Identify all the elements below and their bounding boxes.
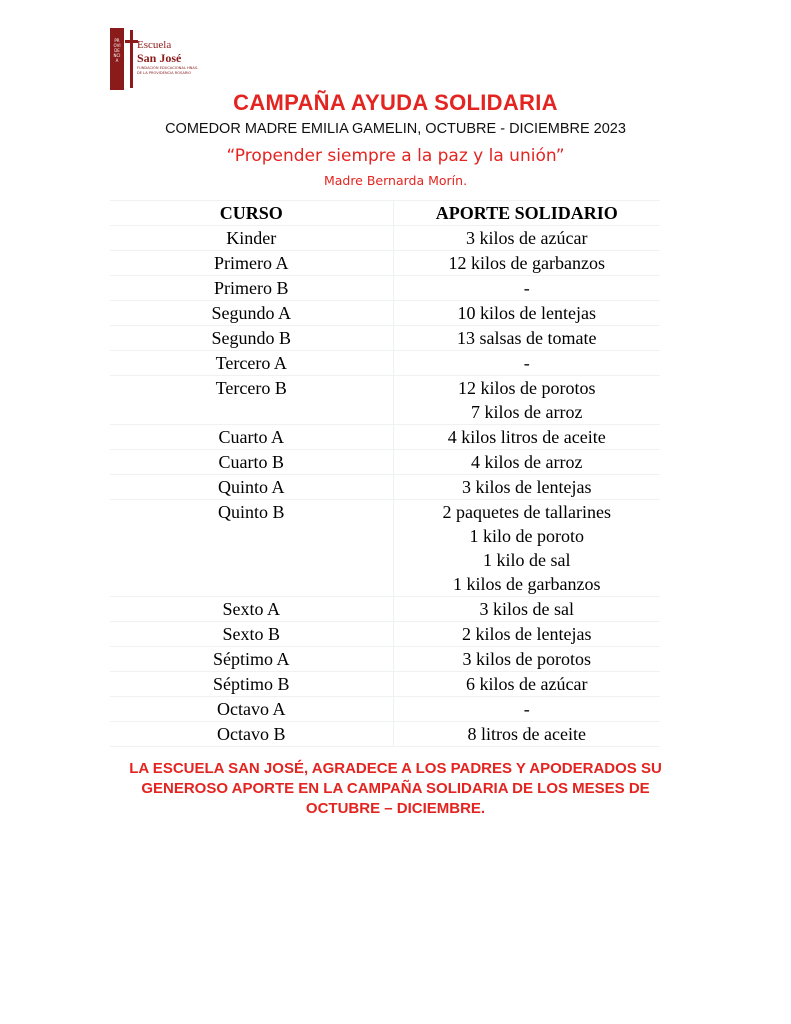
aporte-cell [393, 500, 660, 597]
aporte-item: - [523, 699, 530, 719]
aporte-cell [393, 450, 660, 475]
aporte-cell [393, 276, 660, 301]
table-row [110, 376, 660, 425]
aporte-item: 8 litros de aceite [467, 724, 586, 744]
aporte-cell [393, 722, 660, 747]
aporte-item: - [523, 353, 530, 373]
table-row [110, 500, 660, 597]
aporte-item: 2 paquetes de tallarines [442, 502, 611, 522]
table-row [110, 475, 660, 500]
aporte-item: - [523, 278, 530, 298]
table-row [110, 450, 660, 475]
aporte-item: 3 kilos de lentejas [462, 477, 592, 497]
aporte-cell [393, 376, 660, 425]
aporte-item: 6 kilos de azúcar [466, 674, 588, 694]
aporte-item: 1 kilo de sal [483, 550, 571, 570]
curso-cell: Kinder [110, 226, 393, 251]
logo-foundation-text: FUNDACIÓN EDUCACIONAL HNAS. DE LA PROVIDENCIA ROSARIO [137, 66, 199, 75]
aporte-cell [393, 226, 660, 251]
curso-cell: Tercero A [110, 351, 393, 376]
aporte-item: 13 salsas de tomate [457, 328, 597, 348]
table-row [110, 276, 660, 301]
curso-cell: Sexto A [110, 597, 393, 622]
aporte-cell [393, 647, 660, 672]
aporte-cell [393, 597, 660, 622]
aporte-cell [393, 425, 660, 450]
table-row [110, 425, 660, 450]
quote: “Propender siempre a la paz y la unión” [226, 146, 565, 166]
curso-cell: Sexto B [110, 622, 393, 647]
thank-you-line: OCTUBRE – DICIEMBRE. [305, 800, 486, 817]
curso-cell: Quinto A [110, 475, 393, 500]
page-subtitle: COMEDOR MADRE EMILIA GAMELIN, OCTUBRE - DICIEMBRE 2023 [165, 121, 626, 137]
curso-cell: Primero A [110, 251, 393, 276]
thank-you-line: LA ESCUELA SAN JOSÉ, AGRADECE A LOS PADRES Y APODERADOS SU [129, 760, 662, 777]
thank-you-message [100, 759, 691, 819]
aporte-item: 1 kilo de poroto [469, 526, 584, 546]
logo-name-line2: San José [137, 51, 182, 65]
curso-cell: Octavo B [110, 722, 393, 747]
aporte-item: 3 kilos de porotos [462, 649, 591, 669]
aporte-item: 3 kilos de sal [479, 599, 574, 619]
school-logo [110, 28, 200, 90]
aporte-cell [393, 672, 660, 697]
column-header-aporte: APORTE SOLIDARIO [393, 201, 660, 226]
table-row [110, 622, 660, 647]
table-row [110, 647, 660, 672]
column-header-curso: CURSO [110, 201, 393, 226]
table-row [110, 697, 660, 722]
thank-you-line: GENEROSO APORTE EN LA CAMPAÑA SOLIDARIA DE LOS MESES DE [141, 780, 650, 797]
table-row [110, 301, 660, 326]
quote-author: Madre Bernarda Morín. [323, 173, 468, 188]
aporte-cell [393, 351, 660, 376]
contributions-table-wrap [110, 200, 660, 747]
table-row [110, 251, 660, 276]
curso-cell: Cuarto B [110, 450, 393, 475]
aporte-cell [393, 326, 660, 351]
curso-cell: Tercero B [110, 376, 393, 425]
table-row [110, 597, 660, 622]
aporte-cell [393, 622, 660, 647]
table-header-row [110, 201, 660, 226]
table-row [110, 672, 660, 697]
aporte-item: 2 kilos de lentejas [462, 624, 592, 644]
aporte-cell [393, 697, 660, 722]
page-title: CAMPAÑA AYUDA SOLIDARIA [233, 90, 558, 115]
logo-side-text: PROVIDENCIA [113, 38, 121, 63]
table-row [110, 351, 660, 376]
aporte-item: 7 kilos de arroz [471, 402, 583, 422]
logo-side-bar [110, 28, 124, 90]
logo-name-line1: Escuela [137, 39, 172, 51]
aporte-item: 12 kilos de porotos [458, 378, 596, 398]
aporte-cell [393, 475, 660, 500]
aporte-item: 4 kilos de arroz [471, 452, 583, 472]
aporte-item: 3 kilos de azúcar [466, 228, 588, 248]
contributions-table [110, 200, 660, 747]
aporte-item: 1 kilos de garbanzos [453, 574, 601, 594]
curso-cell: Segundo A [110, 301, 393, 326]
table-row [110, 722, 660, 747]
curso-cell: Cuarto A [110, 425, 393, 450]
table-row [110, 226, 660, 251]
curso-cell: Séptimo A [110, 647, 393, 672]
table-body [110, 226, 660, 747]
curso-cell: Quinto B [110, 500, 393, 597]
table-row [110, 326, 660, 351]
aporte-item: 12 kilos de garbanzos [448, 253, 605, 273]
curso-cell: Octavo A [110, 697, 393, 722]
curso-cell: Primero B [110, 276, 393, 301]
aporte-item: 4 kilos litros de aceite [447, 427, 606, 447]
logo-cross-icon [130, 30, 133, 88]
aporte-cell [393, 251, 660, 276]
curso-cell: Séptimo B [110, 672, 393, 697]
aporte-item: 10 kilos de lentejas [457, 303, 596, 323]
curso-cell: Segundo B [110, 326, 393, 351]
aporte-cell [393, 301, 660, 326]
